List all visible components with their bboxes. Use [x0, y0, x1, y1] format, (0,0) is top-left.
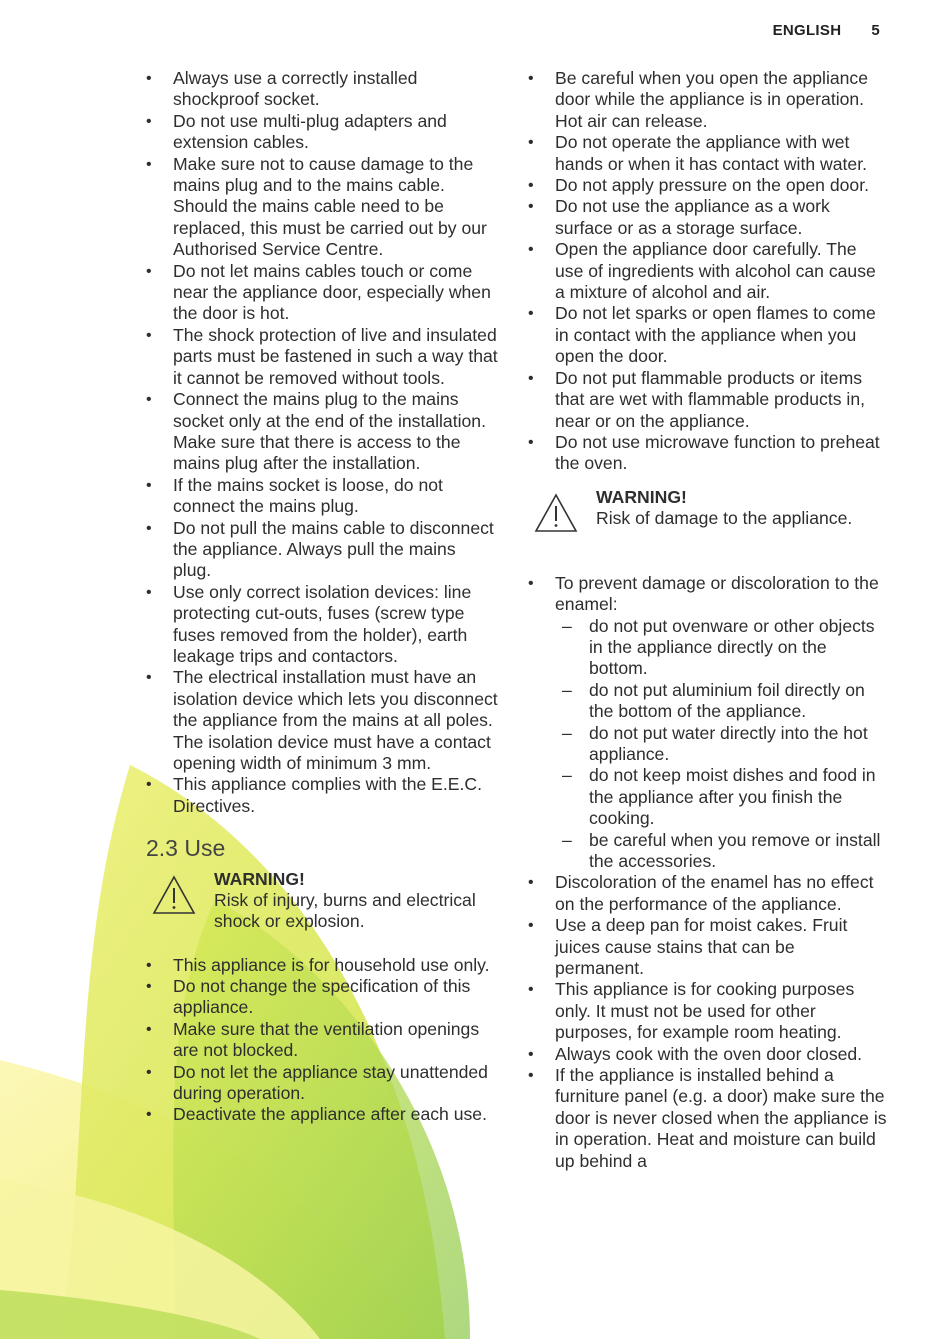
sub-list-item: – be careful when you remove or install the accessories.: [555, 830, 888, 873]
list-item: • Do not let sparks or open flames to come in contact with the appliance when you open the door.: [528, 303, 888, 367]
door-safety-list: [528, 68, 888, 475]
list-item: • Use a deep pan for moist cakes. Fruit juices cause stains that can be permanent.: [528, 915, 888, 979]
header-language: ENGLISH: [772, 22, 842, 39]
list-item: • The shock protection of live and insulated parts must be fastened in such a way that it cannot be removed without tools.: [146, 325, 498, 389]
list-item: • Connect the mains plug to the mains socket only at the end of the installation. Make sure that there is access to the mains plug after the installation.: [146, 389, 498, 475]
electrical-connection-list: [146, 68, 498, 817]
list-item: • Do not apply pressure on the open door.: [528, 175, 888, 196]
warning-text: Risk of damage to the appliance.: [596, 508, 853, 529]
left-column: [146, 68, 498, 1126]
enamel-care-list: [528, 573, 888, 1172]
list-item: • If the mains socket is loose, do not connect the mains plug.: [146, 475, 498, 518]
enamel-sub-list: [555, 616, 888, 873]
list-item: • Use only correct isolation devices: line protecting cut-outs, fuses (screw type fuses removed from the holder), earth leakage trips and contactors.: [146, 582, 498, 668]
list-item: • Be careful when you open the appliance door while the appliance is in operation. Hot air can release.: [528, 68, 888, 132]
list-item: [528, 573, 888, 873]
list-item: • This appliance is for household use only.: [146, 955, 498, 976]
page-number: 5: [871, 22, 880, 39]
list-item: • The electrical installation must have an isolation device which lets you disconnect the appliance from the mains at all poles. The isolation device must have a contact opening width of minimum 3 mm.: [146, 667, 498, 774]
list-item-text: To prevent damage or discoloration to the enamel:: [555, 572, 879, 615]
warning-title: WARNING!: [596, 486, 687, 507]
list-item: • Make sure that the ventilation openings are not blocked.: [146, 1019, 498, 1062]
list-item: • Do not use microwave function to preheat the oven.: [528, 432, 888, 475]
list-item: • Do not let mains cables touch or come near the appliance door, especially when the door is hot.: [146, 261, 498, 325]
sub-list-item: – do not put aluminium foil directly on the bottom of the appliance.: [555, 680, 888, 723]
list-item: • Do not operate the appliance with wet hands or when it has contact with water.: [528, 132, 888, 175]
list-item: • Do not pull the mains cable to disconnect the appliance. Always pull the mains plug.: [146, 518, 498, 582]
list-item: • Open the appliance door carefully. The use of ingredients with alcohol can cause a mixture of alcohol and air.: [528, 239, 888, 303]
list-item: • This appliance complies with the E.E.C. Directives.: [146, 774, 498, 817]
sub-list-item: – do not put water directly into the hot appliance.: [555, 723, 888, 766]
sub-list-item: – do not keep moist dishes and food in the appliance after you finish the cooking.: [555, 765, 888, 829]
list-item: • Do not use multi-plug adapters and extension cables.: [146, 111, 498, 154]
right-column: [528, 68, 888, 1172]
list-item: • Do not change the specification of this appliance.: [146, 976, 498, 1019]
list-item: • Always cook with the oven door closed.: [528, 1044, 888, 1065]
warning-title: WARNING!: [214, 868, 305, 889]
list-item: • If the appliance is installed behind a furniture panel (e.g. a door) make sure the door is never closed when the appliance is in operation. Heat and moisture can build up behind a: [528, 1065, 888, 1172]
warning-triangle-icon: [534, 493, 578, 533]
list-item: • Always use a correctly installed shockproof socket.: [146, 68, 498, 111]
page-header: [773, 22, 880, 39]
section-title: 2.3 Use: [146, 835, 226, 862]
warning-block-damage: [528, 487, 888, 553]
list-item: • Deactivate the appliance after each use.: [146, 1104, 498, 1125]
use-list: [146, 955, 498, 1126]
warning-block-use: [146, 869, 498, 935]
warning-triangle-icon: [152, 875, 196, 915]
list-item: • Do not let the appliance stay unattended during operation.: [146, 1062, 498, 1105]
list-item: • Do not put flammable products or items that are wet with flammable products in, near or on the appliance.: [528, 368, 888, 432]
sub-list-item: – do not put ovenware or other objects in the appliance directly on the bottom.: [555, 616, 888, 680]
list-item: • This appliance is for cooking purposes only. It must not be used for other purposes, for example room heating.: [528, 979, 888, 1043]
list-item: • Discoloration of the enamel has no effect on the performance of the appliance.: [528, 872, 888, 915]
list-item: • Make sure not to cause damage to the mains plug and to the mains cable. Should the mains cable need to be replaced, this must be carried out by our Authorised Service Centre.: [146, 154, 498, 261]
list-item: • Do not use the appliance as a work surface or as a storage surface.: [528, 196, 888, 239]
warning-text: Risk of injury, burns and electrical shock or explosion.: [214, 890, 476, 932]
